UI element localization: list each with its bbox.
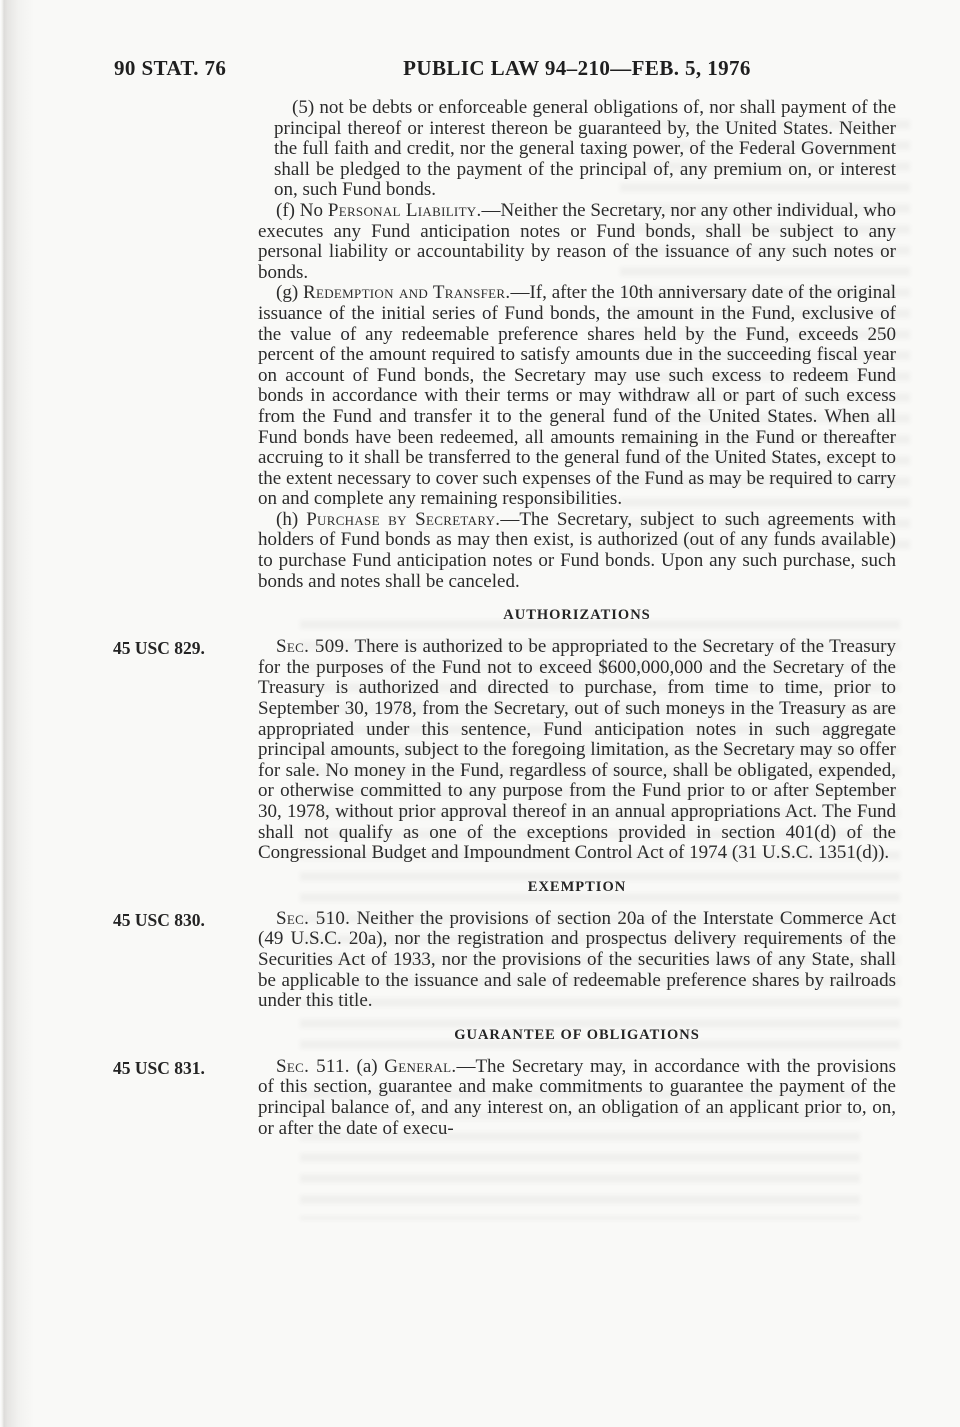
body-text: (a) [349, 1055, 385, 1077]
usc-margin-note: 45 USC 830. [113, 909, 205, 930]
body-text: (5) not be debts or enforceable general obligations of, nor shall payment of the principal thereof or interest thereon be guaranteed by, the United States. Neither the full faith and credit, nor the general taxing power, of the Federal Government shall be pledged to the payment of the principal of, any premium on, or interest on, such Fund bonds. [274, 97, 896, 201]
page-header [0, 56, 960, 82]
body-text: (f) No [276, 199, 328, 221]
body-text: —The Secretary may, in accordance with the provisions of this section, guarantee and make commitments to guarantee the payment of the principal balance of, and any interest on, an obligation of an applicant prior to, on, or after the date of execu- [258, 1055, 896, 1139]
statute-paragraph [113, 636, 896, 864]
statutes-page-number: 90 STAT. 76 [114, 56, 227, 80]
body-text: There is authorized to be appropriated to the Secretary of the Treasury for the purposes of the Fund not to exceed $600,000,000 and the Secretary of the Treasury is authorized and directed to purchase, from time to time, prior to September 30, 1978, from the Secretary, out of such moneys in the Treasury as are appropriated under this sentence, Fund anticipation notes in such aggregate principal amounts, subject to the foregoing limitation, as the Secretary may so offer for sale. No money in the Fund, regardless of source, shall be obligated, expended, or otherwise committed to any purpose from the Fund prior to or after September 30, 1978, without prior approval thereof in an annual appropriations Act. The Fund shall not qualify as one of the exceptions provided in section 401(d) of the Congressional Budget and Impoundment Control Act of 1974 (31 U.S.C. 1351(d)). [258, 636, 896, 864]
small-caps-text: Sec. 509. [276, 636, 350, 658]
statute-paragraph [113, 907, 896, 1012]
small-caps-text: Redemption and Transfer. [303, 282, 511, 304]
statute-paragraph [258, 201, 896, 283]
body-text: —The Secretary, subject to such agreements with holders of Fund bonds as may then exist, is authorized (out of any funds available) to purchase Fund anticipation notes or Fund bonds. Upon any such purchase, such bonds and notes shall be canceled. [258, 508, 896, 592]
small-caps-text: Purchase by Secretary. [306, 508, 501, 530]
small-caps-text: Sec. 511. [276, 1055, 350, 1077]
body-text: Neither the provisions of section 20a of the Interstate Commerce Act (49 U.S.C. 20a), nor the registration and prospectus delivery requirements of the Securities Act of 1933, nor the provisions of the securities laws of any State, shall be applicable to the issuance and sale of redeemable preference shares by railroads under this title. [258, 907, 896, 1012]
statute-text-column [113, 97, 896, 1139]
section-heading: EXEMPTION [527, 878, 627, 895]
small-caps-text: General. [384, 1055, 457, 1077]
small-caps-text: Personal Liability. [327, 199, 482, 221]
statute-paragraph [258, 510, 896, 592]
scan-gutter-shadow [0, 0, 34, 1427]
public-law-running-head: PUBLIC LAW 94–210—FEB. 5, 1976 [403, 56, 751, 80]
statute-paragraph [113, 1055, 896, 1139]
body-text: (g) [276, 282, 304, 304]
body-text: —Neither the Secretary, nor any other individual, who executes any Fund anticipation notes or Fund bonds, shall be subject to any personal liability or accountability by reason of the issuance of any such notes or bonds. [258, 199, 896, 283]
body-text: —If, after the 10th anniversary date of the original issuance of the initial series of Fund bonds, the amount in the Fund, exclusive of the value of any redeemable preference shares held by the Fund, exceeds 250 percent of the amount required to satisfy amounts due in the succeeding fiscal year on account of Fund bonds, the Secretary may use such excess to redeem Fund bonds in accordance with their terms or may withdraw all or part of such excess from the Fund and transfer it to the general fund of the United States. When all Fund bonds have been redeemed, all amounts remaining in the Fund or thereafter accruing to it shall be transferred to the general fund of the United States, except to the extent necessary to cover such expenses of the Fund as may be required to carry on and complete any remaining responsibilities. [258, 282, 896, 510]
statute-paragraph [258, 283, 896, 510]
section-heading: AUTHORIZATIONS [503, 607, 651, 624]
small-caps-text: Sec. 510. [276, 907, 351, 929]
usc-margin-note: 45 USC 829. [113, 638, 205, 659]
body-text: (h) [276, 508, 307, 530]
usc-margin-note: 45 USC 831. [113, 1057, 205, 1078]
statute-paragraph [274, 98, 896, 201]
section-heading: GUARANTEE OF OBLIGATIONS [454, 1026, 700, 1043]
